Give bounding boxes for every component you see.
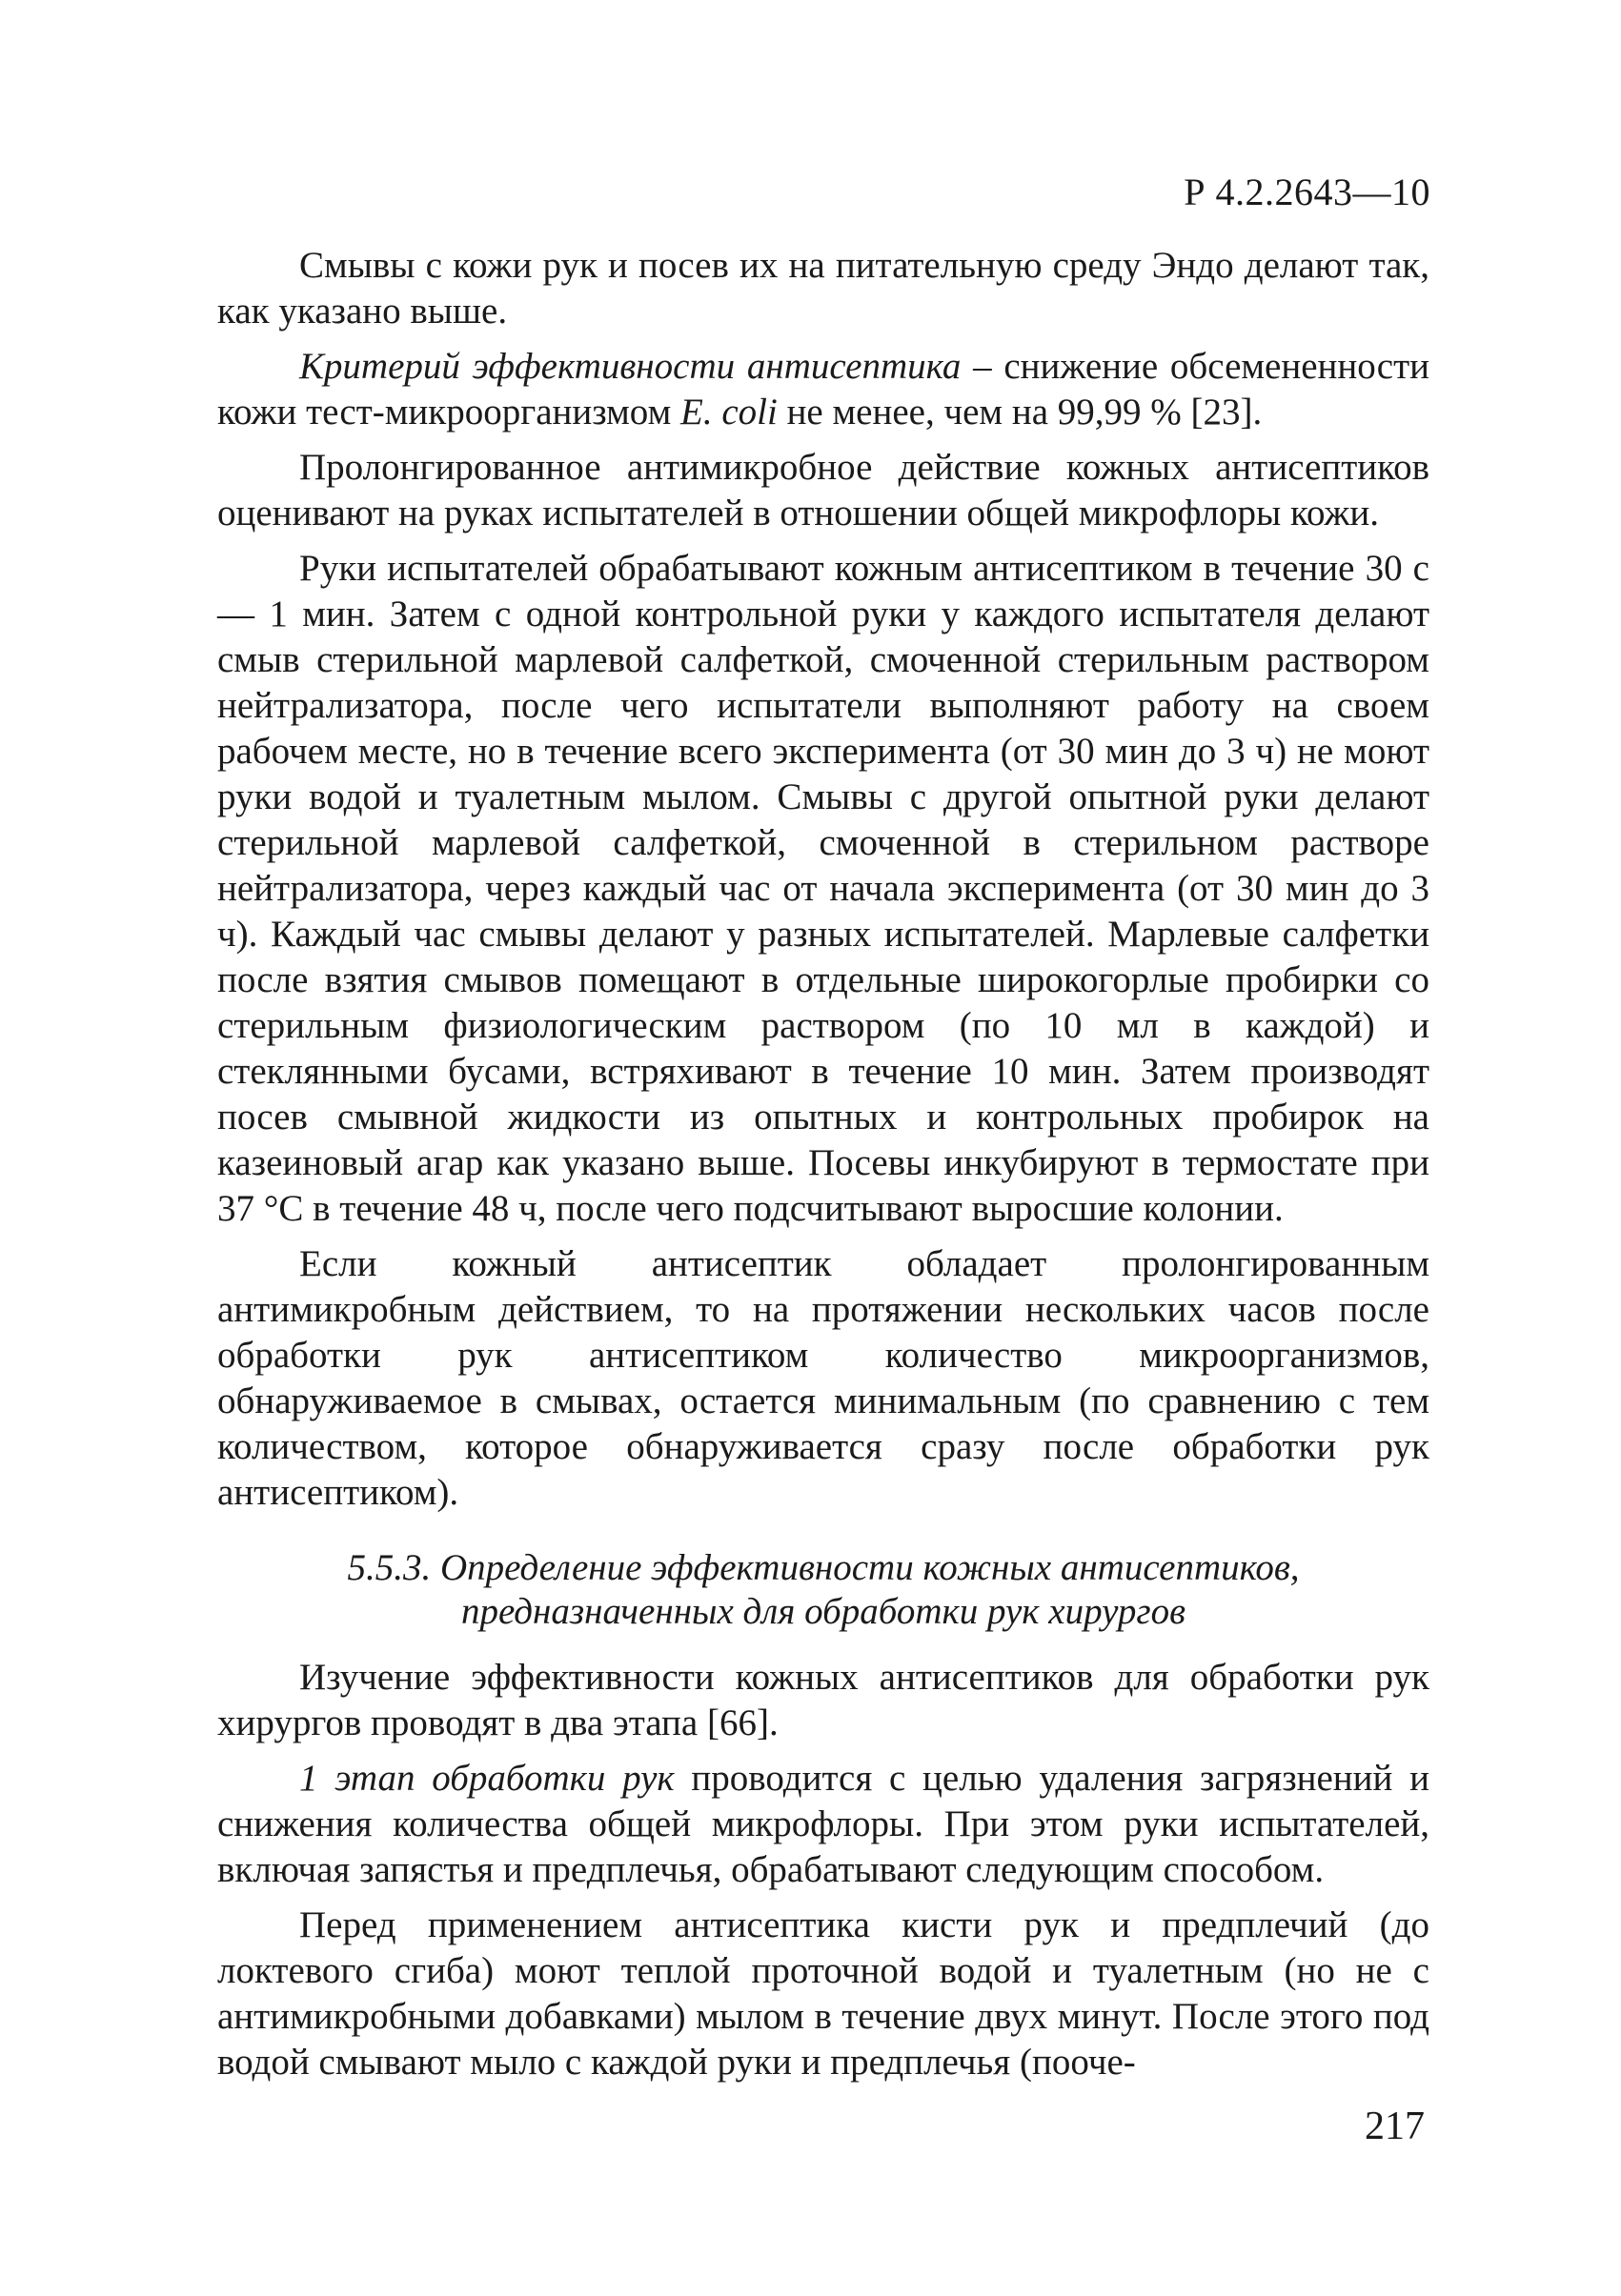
section-heading [217,1546,1429,1634]
paragraph-2-text-b: не менее, чем на 99,99 % [23]. [777,392,1263,433]
paragraph-1: Смывы с кожи рук и посев их на питательную среду Эндо делают так, как указано выше. [217,245,1429,332]
page-number: 217 [1365,2105,1425,2148]
paragraph-3: Пролонгированное антимикробное действие кожных антисептиков оценивают на руках испытателей в отношении общей микрофлоры кожи. [217,447,1429,534]
paragraph-7-text: проводится с целью удаления загрязнений и снижения количества общей микрофлоры. При этом руки испытателей, включая запястья и предплечья, обрабатывают следующим способом. [217,1758,1429,1890]
paragraph-8: Перед применением антисептика кисти рук и предплечий (до локтевого сгиба) моют теплой проточной водой и туалетным (но не с антимикробными добавками) мылом в течение двух минут. После этого под водой смывают мыло с каждой руки и предплечья (пооче- [217,1904,1429,2083]
paragraph-2 [217,344,1429,435]
page-body [217,243,1429,2095]
paragraph-4: Руки испытателей обрабатывают кожным антисептиком в течение 30 с — 1 мин. Затем с одной контрольной руки у каждого испытателя делают смыв стерильной марлевой салфеткой, смоченной стерильным раствором нейтрализатора, после чего испытатели выполняют работу на своем рабочем месте, но в течение всего эксперимента (от 30 мин до 3 ч) не моют руки водой и туалетным мылом. Смывы с другой опытной руки делают стерильной марлевой салфеткой, смоченной в стерильном растворе нейтрализатора, через каждый час от начала эксперимента (от 30 мин до 3 ч). Каждый час смывы делают у разных испытателей. Марлевые салфетки после взятия смывов помещают в отдельные широкогорлые пробирки со стерильным физиологическим раствором (по 10 мл в каждой) и стеклянными бусами, встряхивают в течение 10 мин. Затем производят посев смывной жидкости из опытных и контрольных пробирок на казеиновый агар как указано выше. Посевы инкубируют в термостате при 37 °С в течение 48 ч, после чего подсчитывают выросшие колонии. [217,548,1429,1229]
paragraph-2-text-a: – снижение обсемененности кожи тест-микроорганизмом [217,346,1429,433]
paragraph-2-term: Критерий эффективности антисептика [299,346,962,387]
paragraph-7-stage: 1 этап обработки рук [299,1758,675,1799]
section-heading-line-2: предназначенных для обработки рук хирургов [460,1591,1186,1632]
paragraph-6: Изучение эффективности кожных антисептиков для обработки рук хирургов проводят в два этапа [66]. [217,1657,1429,1743]
document-code: Р 4.2.2643—10 [1184,171,1430,213]
paragraph-5: Если кожный антисептик обладает пролонгированным антимикробным действием, то на протяжении нескольких часов после обработки рук антисептиком количество микроорганизмов, обнаруживаемое в смывах, остается минимальным (по сравнению с тем количеством, которое обнаруживается сразу после обработки рук антисептиком). [217,1243,1429,1513]
section-heading-line-1: 5.5.3. Определение эффективности кожных антисептиков, [347,1547,1300,1588]
paragraph-2-organism: E. coli [680,392,778,433]
paragraph-7 [217,1756,1429,1893]
